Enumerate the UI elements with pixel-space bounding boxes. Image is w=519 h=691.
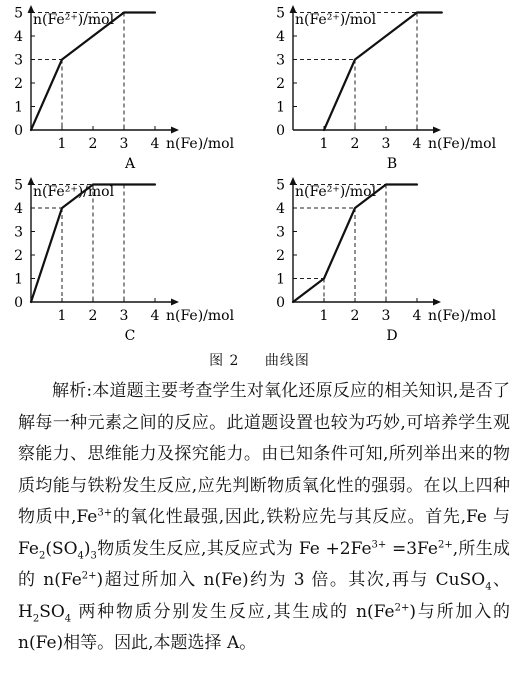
y-tick-label: 5 [276, 5, 285, 22]
y-tick-label: 5 [276, 177, 285, 194]
y-tick-label: 3 [14, 224, 23, 241]
analysis-text [18, 376, 510, 660]
chart-svg [262, 172, 502, 342]
analysis-part: 解析:本道题主要考查学生对氧化还原反应的相关知识,是否了解每一种元素之间的反应。此道题设置也较为巧妙,可培养学生观察能力、思维能力及探究能力。由已知条件可知,所列举出来的物质均能与铁粉发生反应,应先判断物质氧化性的强弱。在以上四种物质中,Fe [18, 381, 510, 527]
chart-c [0, 172, 240, 342]
analysis-part: ) [83, 538, 91, 559]
panel-label: A [124, 156, 136, 172]
y-tick-label: 0 [14, 295, 23, 311]
chart-b [262, 0, 502, 170]
x-axis-label: n(Fe)/mol [428, 308, 497, 324]
x-tick-label: 2 [350, 308, 360, 324]
analysis-part: 的氧化性最强,因此,铁粉应先与其反应。首先,Fe 与 Fe [18, 507, 510, 559]
y-axis-label: n(Fe²⁺)/mol [33, 184, 115, 200]
panel-label: D [386, 328, 398, 344]
y-tick-label: 0 [14, 123, 23, 139]
x-tick-label: 4 [150, 308, 160, 324]
x-tick-label: 2 [88, 136, 98, 152]
y-tick-label: 3 [276, 224, 285, 241]
y-tick-label: 1 [276, 99, 285, 116]
chart-a [0, 0, 240, 170]
y-axis-label: n(Fe²⁺)/mol [295, 12, 377, 28]
chart-d [262, 172, 502, 342]
y-tick-label: 2 [14, 248, 23, 264]
y-tick-label: 1 [14, 99, 23, 116]
y-tick-label: 0 [276, 123, 285, 139]
superscript: 2+ [81, 570, 97, 582]
x-tick-label: 1 [319, 308, 329, 324]
y-tick-label: 4 [276, 201, 285, 217]
x-tick-label: 4 [150, 136, 160, 152]
data-line [324, 13, 442, 131]
y-tick-label: 5 [14, 5, 23, 22]
y-tick-label: 4 [14, 29, 23, 45]
subscript: 4 [485, 581, 492, 593]
panel-label: B [386, 156, 398, 172]
y-tick-label: 3 [276, 52, 285, 69]
analysis-part: 物质发生反应,其反应式为 Fe +2Fe [96, 538, 372, 559]
y-tick-label: 3 [14, 52, 23, 69]
y-axis-label: n(Fe²⁺)/mol [295, 184, 377, 200]
analysis-part: 两种物质分别发生反应,其生成的 n(Fe [71, 601, 395, 622]
y-tick-label: 5 [14, 177, 23, 194]
x-axis-arrow [171, 127, 179, 134]
x-tick-label: 3 [119, 136, 129, 152]
superscript: 2+ [394, 601, 410, 613]
x-tick-label: 4 [412, 308, 422, 324]
superscript: 3+ [97, 507, 113, 519]
y-tick-label: 0 [276, 295, 285, 311]
x-tick-label: 1 [57, 136, 67, 152]
x-axis-arrow [433, 299, 441, 306]
y-axis-label: n(Fe²⁺)/mol [33, 12, 115, 28]
superscript: 3+ [371, 538, 387, 550]
x-tick-label: 1 [319, 136, 329, 152]
x-axis-arrow [171, 299, 179, 306]
subscript: 4 [77, 549, 84, 561]
x-tick-label: 4 [412, 136, 422, 152]
y-tick-label: 2 [276, 76, 285, 92]
x-tick-label: 2 [88, 308, 98, 324]
x-tick-label: 1 [57, 308, 67, 324]
y-tick-label: 1 [14, 271, 23, 288]
x-tick-label: 3 [381, 308, 391, 324]
x-tick-label: 3 [381, 136, 391, 152]
chart-svg [0, 0, 240, 170]
x-axis-arrow [433, 127, 441, 134]
y-tick-label: 4 [14, 201, 23, 217]
subscript: 3 [90, 549, 97, 561]
analysis-part: )与所加入的 n(Fe)相等。因此,本题选择 A。 [18, 601, 511, 653]
analysis-part: (SO [45, 538, 78, 559]
analysis-part: =3Fe [386, 538, 438, 559]
x-axis-label: n(Fe)/mol [166, 136, 235, 152]
superscript: 2+ [437, 538, 453, 550]
y-tick-label: 2 [14, 76, 23, 92]
figure-title: 曲线图 [264, 353, 310, 369]
chart-svg [262, 0, 502, 170]
analysis-part: 、H [18, 570, 510, 622]
analysis-part: )超过所加入 n(Fe)约为 3 倍。其次,再与 CuSO [96, 570, 486, 590]
figure-number: 图 2 [209, 353, 240, 369]
chart-svg [0, 172, 240, 342]
y-tick-label: 4 [276, 29, 285, 45]
subscript: 2 [38, 549, 46, 561]
panel-label: C [124, 328, 136, 344]
subscript: 4 [64, 612, 72, 624]
y-tick-label: 2 [276, 248, 285, 264]
analysis-part: ,所生成的 n(Fe [18, 538, 511, 590]
x-tick-label: 2 [350, 136, 360, 152]
figure-caption [0, 350, 519, 370]
subscript: 2 [32, 612, 40, 624]
x-axis-label: n(Fe)/mol [166, 308, 235, 324]
data-line [31, 13, 155, 131]
analysis-part: SO [39, 601, 65, 622]
x-axis-label: n(Fe)/mol [428, 136, 497, 152]
y-tick-label: 1 [276, 271, 285, 288]
x-tick-label: 3 [119, 308, 129, 324]
